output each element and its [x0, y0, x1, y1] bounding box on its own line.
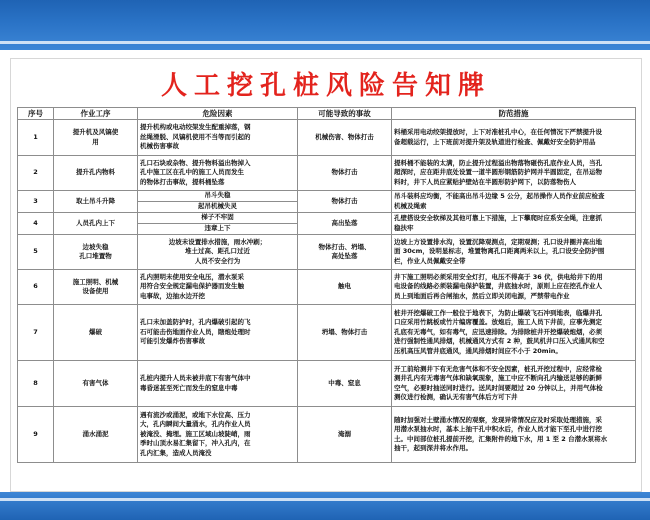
row-accident: [298, 235, 392, 270]
hazard-line: 孔桩内提升人员未被井底下有害气体中: [140, 374, 251, 382]
row-process: [54, 120, 138, 156]
accident-line: 高处坠落: [331, 252, 358, 260]
row-process: [54, 305, 138, 361]
hazard-line: 人员不安全行为: [194, 256, 241, 265]
process-line: 涌水涌泥: [82, 429, 109, 438]
bottom-blue-band: [0, 492, 650, 520]
accident-line: 物体打击: [331, 196, 358, 205]
measure-line: 超深时，应在距井底处设置一道半圆形钢筋防护网并半圆固定，在吊运物: [394, 168, 602, 177]
row-hazard: [138, 191, 298, 202]
hazard-line: 孔内照明未使用安全电压，潜水泵采: [140, 272, 244, 281]
hazard-line: 吊斗失稳: [204, 191, 231, 200]
row-accident: [298, 156, 392, 191]
row-process: [54, 361, 138, 407]
measure-line: 孔底有无毒气，如有毒气，应迅速排除。为排除桩井开挖爆破炮烟，必须: [394, 327, 602, 336]
row-measures: [392, 156, 636, 191]
row-accident: [298, 120, 392, 156]
process-line: 爆破: [89, 327, 102, 336]
top-band-stripe: [0, 41, 650, 44]
row-no: 5: [18, 235, 54, 270]
risk-notice-board: [10, 58, 642, 492]
row-hazard: [138, 224, 298, 235]
row-process: [54, 407, 138, 463]
row-process: [54, 270, 138, 305]
measure-line: 稳扶牢: [394, 223, 414, 232]
process-line: 提升孔内物料: [76, 168, 115, 177]
process-line: 孔口堆置物: [79, 252, 112, 260]
table-row: [18, 235, 636, 270]
table-row: [18, 213, 636, 224]
measure-line: 开工前给测井下有无危害气体和不安全因素，桩孔开挖过程中，应经常检: [394, 364, 602, 373]
table-row: [18, 305, 636, 361]
table-row: [18, 407, 636, 463]
hazard-line: 的物体打击事故，提料桶坠落: [140, 177, 225, 186]
row-no: 3: [18, 191, 54, 213]
bottom-band-stripe: [0, 498, 650, 501]
row-process: [54, 235, 138, 270]
row-hazard: [138, 235, 298, 270]
table-row: [18, 361, 636, 407]
process-line: 用: [92, 137, 99, 146]
row-no: 4: [18, 213, 54, 235]
hazard-line: 毒昏迷甚至死亡而发生的窒息中毒: [140, 383, 238, 392]
measure-line: 吊斗装料应均衡，不能高出吊斗边缘 5 公分，起吊操作人员作业前应检查: [394, 192, 605, 200]
hazard-line: 梯子不牢固: [201, 213, 234, 222]
measure-line: 提料桶不能装的太满，防止提升过程溢出物落物砸伤孔底作业人员，当孔: [394, 158, 602, 167]
hazard-line: 丝绳滑脱、风镐机使用不当等而引起的: [140, 132, 251, 141]
header-process: 作业工序: [54, 108, 138, 120]
row-hazard: [138, 156, 298, 191]
table-header-row: [18, 108, 636, 120]
accident-line: 淹溺: [338, 429, 351, 438]
top-blue-band: [0, 0, 650, 50]
row-accident: [298, 213, 392, 235]
row-no: 6: [18, 270, 54, 305]
process-line: 取土吊斗升降: [76, 196, 115, 205]
measure-line: 空气，必要时抽送同时进行。送风时间要超过 20 分钟以上，并用气体检: [394, 383, 603, 392]
hazard-line: 大，孔内瞬间大量涌水，孔内作业人员: [140, 420, 251, 429]
measure-line: 边坡上方设置排水沟，设置沉降观测点，定期观测；孔口设井圈并高出地: [394, 237, 602, 246]
row-measures: [392, 270, 636, 305]
measure-line: 抽干，起到深井将水作用。: [394, 444, 472, 452]
row-hazard: [138, 305, 298, 361]
process-line: 有害气体: [82, 378, 109, 387]
accident-line: 触电: [338, 282, 351, 291]
hazard-line: 季时山顶水易汇集留下，冲入孔内，在: [140, 439, 251, 448]
measure-line: 用潜水泵抽水时，基本上抽干孔中积水后，作业人员才能下至孔中进行挖: [394, 425, 602, 433]
row-measures: [392, 407, 636, 463]
row-accident: [298, 270, 392, 305]
board-title: 人工挖孔桩风险告知牌: [160, 71, 491, 101]
row-process: [54, 156, 138, 191]
accident-line: 机械伤害、物体打击: [315, 132, 374, 141]
row-accident: [298, 191, 392, 213]
hazard-line: 孔口石块或杂物、提升物料溢出物掉入: [140, 158, 251, 167]
measure-line: 测仪进行检测，确认无有害气体后方可下井: [394, 393, 518, 401]
header-accident: 可能导致的事故: [298, 108, 392, 120]
row-no: 7: [18, 305, 54, 361]
hazard-line: 遇有流沙或涌泥，或地下水位高、压力: [140, 410, 251, 419]
row-measures: [392, 191, 636, 213]
hazard-line: 孔中施工区在孔中的施工人员而发生: [140, 168, 244, 177]
process-line: 提升机及风镐使: [72, 128, 119, 136]
header-measures: 防范措施: [392, 108, 636, 120]
hazard-line: 提升机构或电动绞架发生配重掉落，钢: [140, 123, 251, 132]
hazard-line: 堆土过高、距孔口过近: [185, 247, 250, 256]
process-line: 设备使用: [82, 287, 109, 295]
measure-line: 面 30cm，设明显标志，堆置物离孔口距离两米以上，孔口设安全防护围: [394, 247, 605, 256]
accident-line: 高出坠落: [331, 218, 358, 227]
header-hazard: 危险因素: [138, 108, 298, 120]
measure-line: 压机高压风管井底通风，通风排烟时间应不小于 20min。: [394, 346, 562, 355]
row-measures: [392, 305, 636, 361]
hazard-line: 孔口未加盖防护时，孔内爆破引起的飞: [140, 318, 251, 327]
table-row: [18, 120, 636, 156]
accident-line: 物体打击、坍塌、: [318, 242, 371, 251]
row-accident: [298, 407, 392, 463]
measure-line: 栏，作业人员佩戴安全带: [394, 256, 466, 265]
measure-line: 机械及绳索: [394, 201, 427, 210]
measure-line: 随时加强对土壁涌水情况的观察，发现异常情况应及时采取处理措施，采: [394, 415, 602, 424]
row-no: 2: [18, 156, 54, 191]
measure-line: 测井孔内有无毒害气体和缺氧现象，施工中应不断向孔内输送足够的新鲜: [394, 374, 602, 382]
measure-line: 料桶采用电动绞架提放时，上下对准桩孔中心，在任何情况下严禁提升设: [394, 128, 602, 136]
row-accident: [298, 305, 392, 361]
header-no: 序号: [18, 108, 54, 120]
table-row: [18, 156, 636, 191]
row-no: 8: [18, 361, 54, 407]
measure-line: 料时，井下人员应紧贴护壁站在半圆形防护网下，以防落物伤人: [394, 177, 576, 186]
row-accident: [298, 361, 392, 407]
hazard-line: 机械伤害事故: [140, 142, 179, 151]
row-hazard: [138, 407, 298, 463]
hazard-line: 违章上下: [204, 224, 231, 233]
process-line: 人员孔内上下: [76, 218, 115, 227]
accident-line: 中毒、窒息: [328, 378, 361, 387]
hazard-line: 被淹没、掩埋。施工区域山坡陡峭，雨: [140, 429, 251, 438]
measure-line: 电设备的线路必须装漏电保护装置，井底抽水时，原则上应在挖孔作业人: [394, 282, 602, 291]
table-row: [18, 191, 636, 202]
measure-line: 孔壁搭设安全软梯及其他可靠上下措施，上下攀爬时应系安全绳，注意抓: [394, 214, 602, 222]
row-process: [54, 191, 138, 213]
hazard-line: 用符合安全规定漏电保护器而发生触: [140, 282, 244, 291]
accident-line: 坍塌、物体打击: [321, 327, 368, 336]
measure-line: 桩井开挖爆破工作一般位于地表下，为防止爆破飞石冲到地表，临爆井孔: [394, 308, 602, 317]
hazard-line: 电事故，边抽水边开挖: [140, 291, 205, 300]
measure-line: 土。中间部位桩孔提前开挖，汇集附件的地下水，用 1 至 2 台潜水泵将水: [394, 434, 608, 443]
risk-table: [17, 107, 636, 463]
hazard-line: 起吊机械失灵: [198, 202, 237, 211]
accident-line: 物体打击: [331, 168, 358, 177]
hazard-line: 边坡未设置排水措施，雨水冲刷；: [168, 237, 267, 246]
hazard-line: 可能引发爆炸伤害事故: [140, 337, 205, 346]
measure-line: 员上到地面后再合闸抽水，然后立即关闭电源，严禁带电作业: [394, 291, 570, 300]
measure-line: 进行强制性通风排烟，机械通风方式有 2 种，鼓风机井口压入式通风和空: [394, 337, 605, 346]
process-line: 边坡失稳: [82, 242, 109, 251]
measure-line: 备超载运行，上下班前对提升架及轨道进行检查、佩戴好安全防护用品: [394, 137, 596, 146]
measure-line: 口应采用竹跳板或竹片编席覆盖。放炮后，施工人员下井前，应事先测定: [394, 318, 602, 327]
hazard-line: 石可能击伤地面作业人员，瞎炮处理时: [140, 327, 251, 336]
row-hazard: [138, 270, 298, 305]
row-measures: [392, 213, 636, 235]
row-no: 1: [18, 120, 54, 156]
row-measures: [392, 361, 636, 407]
table-row: [18, 270, 636, 305]
measure-line: 井下施工照明必须采用安全灯打，电压不得高于 36 伏，供电给井下的用: [394, 272, 603, 281]
row-hazard: [138, 361, 298, 407]
row-hazard: [138, 202, 298, 213]
row-measures: [392, 235, 636, 270]
row-hazard: [138, 213, 298, 224]
process-line: 施工照明、机械: [72, 277, 119, 286]
row-no: 9: [18, 407, 54, 463]
row-measures: [392, 120, 636, 156]
row-process: [54, 213, 138, 235]
hazard-line: 孔内汇集，造成人员淹没: [140, 448, 212, 457]
row-hazard: [138, 120, 298, 156]
